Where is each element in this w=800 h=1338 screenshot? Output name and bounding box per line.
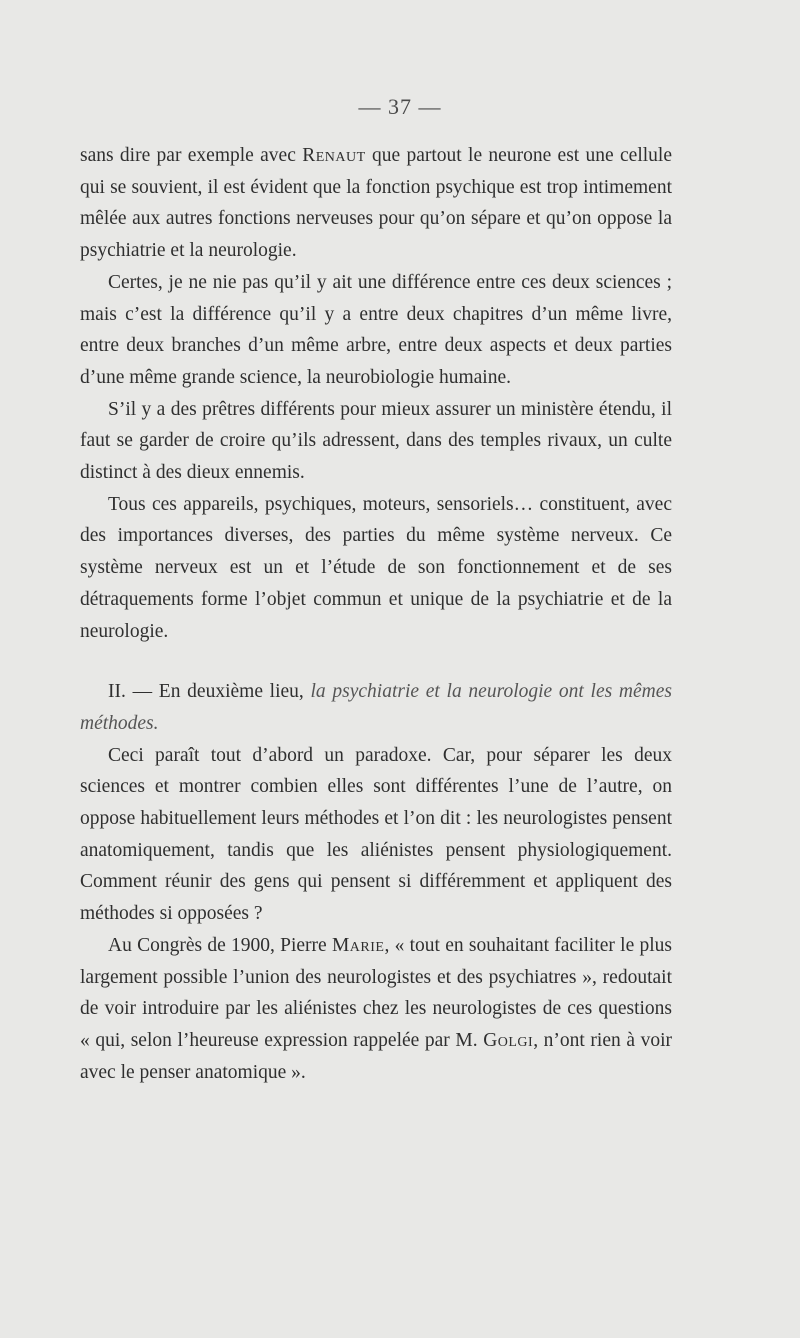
paragraph: S’il y a des prêtres différents pour mieux assurer un ministère étendu, il faut se garder de croire qu’ils adressent, dans des temples rivaux, un culte distinct à des dieux ennemis. <box>80 398 672 484</box>
paragraph: Au Congrès de 1900, Pierre Marie, « tout en souhaitant faciliter le plus largement possible l’union des neurologistes et des psychiatres », redoutait de voir introduire par les aliénistes chez les neurologistes de ces questions « qui, selon l’heureuse expression rappelée par M. Golgi, n’ont rien à voir avec le penser anatomique ». <box>80 934 672 1083</box>
section-heading: II. — En deuxième lieu, la psychiatrie et la neurologie ont les mêmes méthodes. <box>80 681 672 734</box>
paragraph: Ceci paraît tout d’abord un paradoxe. Car, pour séparer les deux sciences et montrer combien elles sont différentes l’une de l’autre, on oppose habituellement leurs méthodes et l’on dit : les neurologistes pensent anatomiquement, tandis que les aliénistes pensent physiologiquement. Comment réunir des gens qui pensent si différemment et appliquent des méthodes si opposées ? <box>80 744 672 925</box>
section-title: la psychiatrie et la neurologie ont les mêmes méthodes. <box>80 681 672 734</box>
author-name: Golgi <box>483 1029 534 1051</box>
paragraph: sans dire par exemple avec Renaut que partout le neurone est une cellule qui se souvient, il est évident que la fonction psychique est trop intimement mêlée aux autres fonctions nerveuses pour qu’on sépare et qu’on oppose la psychiatrie et la neurologie. <box>80 145 672 262</box>
author-name: Renaut <box>302 145 366 166</box>
author-name: Marie <box>331 934 385 956</box>
page-number: — 37 — <box>358 94 442 119</box>
body-text <box>80 140 672 1088</box>
paragraph: Certes, je ne nie pas qu’il y ait une différence entre ces deux sciences ; mais c’est la différence qu’il y a entre deux chapitres d’un même livre, entre deux branches d’un même arbre, entre deux aspects et deux parties d’une même grande science, la neurobiologie humaine. <box>80 271 672 388</box>
spacer <box>80 647 672 676</box>
paragraph: Tous ces appareils, psychiques, moteurs, sensoriels… constituent, avec des importances diverses, des parties du même système nerveux. Ce système nerveux est un et l’étude de son fonctionnement et de ses détraquements forme l’objet commun et unique de la psychiatrie et de la neurologie. <box>80 493 672 642</box>
